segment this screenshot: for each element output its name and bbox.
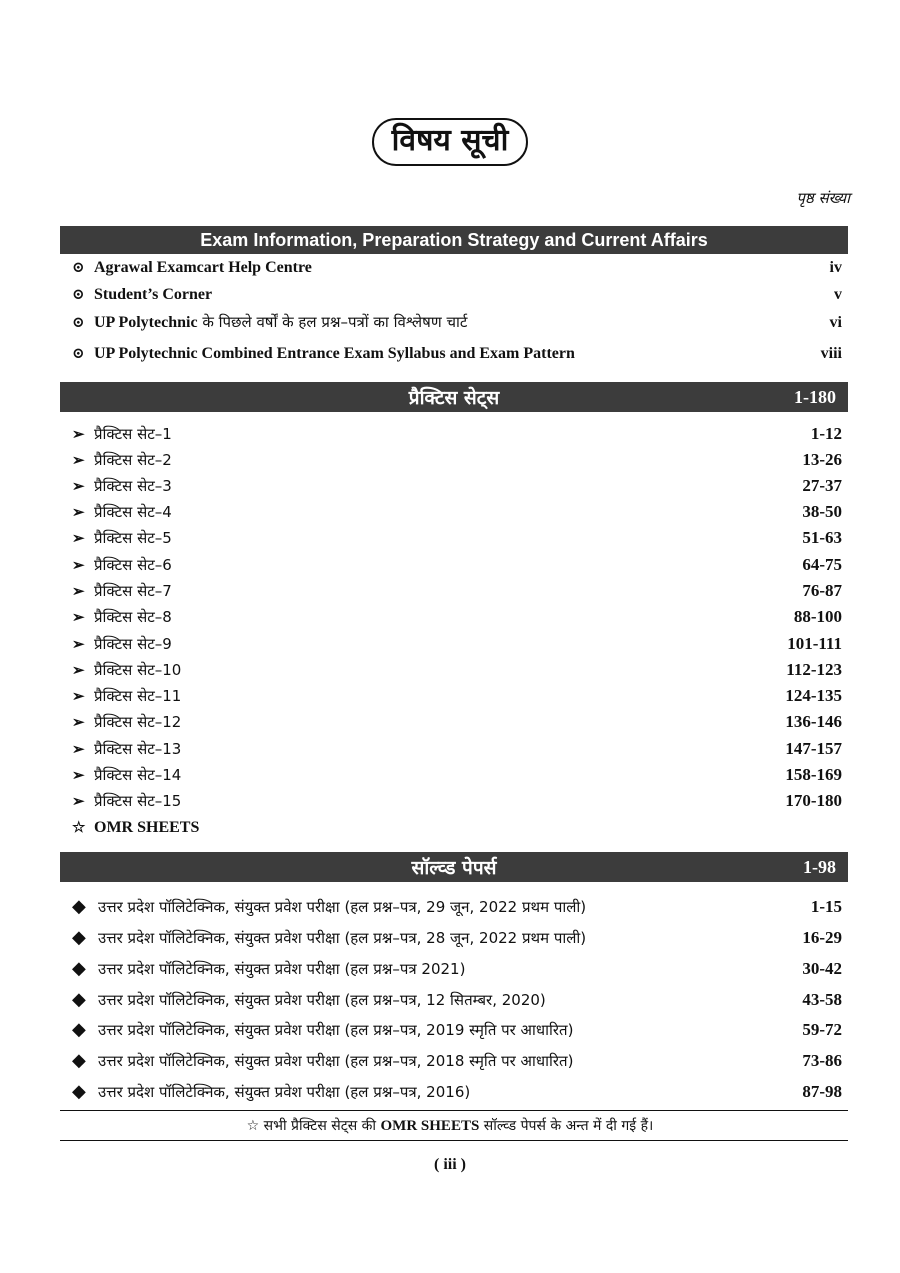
circle-dot-icon: ⊙ (72, 260, 85, 276)
toc-entry[interactable] (72, 660, 842, 680)
entry-label: उत्तर प्रदेश पॉलिटेक्निक, संयुक्त प्रवेश परीक्षा (हल प्रश्न–पत्र, 2018 स्मृति पर आधारित) (98, 1052, 574, 1070)
entry-page: 59-72 (802, 1020, 842, 1039)
section-header-practice-sets (60, 382, 848, 412)
entry-page: 1-12 (810, 424, 842, 443)
toc-entry-omr[interactable] (72, 818, 842, 837)
entry-label (94, 312, 830, 332)
entry-page: 43-58 (802, 990, 842, 1009)
diamond-bullet-icon: ◆ (72, 1019, 86, 1039)
star-icon: ☆ (72, 820, 86, 836)
arrow-bullet-icon: ➢ (72, 505, 85, 521)
diamond-bullet-icon: ◆ (72, 896, 86, 916)
entry-label: प्रैक्टिस सेट–15 (94, 792, 182, 810)
entry-page: 87-98 (802, 1082, 842, 1101)
entry-page: 38-50 (802, 502, 842, 521)
entry-page: 101-111 (787, 634, 842, 653)
entry-label: प्रैक्टिस सेट–8 (94, 608, 172, 626)
star-icon: ☆ (246, 1118, 260, 1134)
toc-entry[interactable] (72, 686, 842, 706)
toc-entry[interactable] (72, 450, 842, 470)
toc-entry[interactable] (72, 1050, 842, 1071)
title-container (0, 118, 900, 166)
page-number-column-label: पृष्ठ संख्या (796, 189, 850, 207)
toc-entry[interactable] (72, 285, 842, 304)
page-title: विषय सूची (372, 118, 529, 166)
entry-label: प्रैक्टिस सेट–12 (94, 713, 182, 731)
entry-label: उत्तर प्रदेश पॉलिटेक्निक, संयुक्त प्रवेश परीक्षा (हल प्रश्न–पत्र, 12 सितम्बर, 2020) (98, 991, 546, 1009)
arrow-bullet-icon: ➢ (72, 663, 85, 679)
diamond-bullet-icon: ◆ (72, 958, 86, 978)
circle-dot-icon: ⊙ (72, 315, 85, 331)
section-title: Exam Information, Preparation Strategy and Current Affairs (200, 229, 708, 250)
toc-entry[interactable] (72, 739, 842, 759)
entry-page: 1-15 (810, 897, 842, 916)
arrow-bullet-icon: ➢ (72, 558, 85, 574)
toc-entry[interactable] (72, 555, 842, 575)
entry-page: 13-26 (802, 450, 842, 469)
entry-page: 88-100 (793, 607, 842, 626)
toc-entry[interactable] (72, 344, 842, 363)
entry-label: प्रैक्टिस सेट–2 (94, 451, 172, 469)
toc-entry[interactable] (72, 476, 842, 496)
entry-page: 158-169 (785, 765, 842, 784)
section-title: सॉल्व्ड पेपर्स (411, 857, 497, 879)
toc-entry[interactable] (72, 927, 842, 948)
entry-page: 170-180 (785, 791, 842, 810)
toc-entry[interactable] (72, 634, 842, 654)
arrow-bullet-icon: ➢ (72, 427, 85, 443)
entry-label: प्रैक्टिस सेट–1 (94, 425, 172, 443)
entry-label: Student’s Corner (94, 286, 213, 303)
entry-page: 64-75 (802, 555, 842, 574)
toc-entry[interactable] (72, 896, 842, 917)
toc-entry[interactable] (72, 958, 842, 979)
entry-page: 136-146 (785, 712, 842, 731)
section-header-exam-info (60, 226, 848, 254)
footnote-text-pre: सभी प्रैक्टिस सेट्स की (259, 1118, 381, 1134)
entry-page: 76-87 (802, 581, 842, 600)
entry-label: प्रैक्टिस सेट–14 (94, 766, 182, 784)
toc-entry[interactable] (72, 528, 842, 548)
arrow-bullet-icon: ➢ (72, 531, 85, 547)
toc-entry[interactable] (72, 607, 842, 627)
diamond-bullet-icon: ◆ (72, 1050, 86, 1070)
entry-label: प्रैक्टिस सेट–6 (94, 556, 172, 574)
arrow-bullet-icon: ➢ (72, 610, 85, 626)
diamond-bullet-icon: ◆ (72, 989, 86, 1009)
entry-label: OMR SHEETS (94, 819, 200, 836)
section-title: प्रैक्टिस सेट्स (408, 387, 500, 409)
entry-label: प्रैक्टिस सेट–3 (94, 477, 172, 495)
entry-page: viii (820, 345, 842, 362)
section-page-range: 1-180 (794, 386, 836, 407)
toc-entry[interactable] (72, 791, 842, 811)
entry-label-en: UP Polytechnic (94, 314, 198, 331)
circle-dot-icon: ⊙ (72, 287, 85, 303)
entry-label: प्रैक्टिस सेट–5 (94, 529, 172, 547)
entry-label: Agrawal Examcart Help Centre (94, 259, 312, 276)
footnote-text-en: OMR SHEETS (380, 1118, 480, 1134)
toc-entry[interactable] (72, 581, 842, 601)
divider (60, 1140, 848, 1141)
entry-page: iv (829, 259, 842, 276)
entry-page: 124-135 (785, 686, 842, 705)
toc-entry[interactable] (72, 502, 842, 522)
entry-label: उत्तर प्रदेश पॉलिटेक्निक, संयुक्त प्रवेश परीक्षा (हल प्रश्न–पत्र, 29 जून, 2022 प्रथम पाली) (98, 898, 587, 916)
toc-entry[interactable] (72, 1081, 842, 1102)
arrow-bullet-icon: ➢ (72, 453, 85, 469)
arrow-bullet-icon: ➢ (72, 479, 85, 495)
entry-label: प्रैक्टिस सेट–10 (94, 661, 182, 679)
divider (60, 1110, 848, 1111)
entry-label: उत्तर प्रदेश पॉलिटेक्निक, संयुक्त प्रवेश परीक्षा (हल प्रश्न–पत्र, 2019 स्मृति पर आधारित) (98, 1021, 574, 1039)
entry-page: 112-123 (786, 660, 842, 679)
entry-page: v (834, 286, 842, 303)
entry-label: उत्तर प्रदेश पॉलिटेक्निक, संयुक्त प्रवेश परीक्षा (हल प्रश्न–पत्र, 2016) (98, 1083, 471, 1101)
entry-page: 27-37 (802, 476, 842, 495)
entry-label: प्रैक्टिस सेट–11 (94, 687, 182, 705)
entry-label-hi: के पिछले वर्षों के हल प्रश्न–पत्रों का विश्लेषण चार्ट (197, 313, 468, 331)
diamond-bullet-icon: ◆ (72, 1081, 86, 1101)
circle-dot-icon: ⊙ (72, 346, 85, 362)
entry-page: 147-157 (785, 739, 842, 758)
diamond-bullet-icon: ◆ (72, 927, 86, 947)
entry-label: उत्तर प्रदेश पॉलिटेक्निक, संयुक्त प्रवेश परीक्षा (हल प्रश्न–पत्र 2021) (98, 960, 466, 978)
toc-entry[interactable] (72, 1019, 842, 1040)
entry-label: प्रैक्टिस सेट–7 (94, 582, 172, 600)
entry-page: 73-86 (802, 1051, 842, 1070)
toc-entry[interactable] (72, 765, 842, 785)
arrow-bullet-icon: ➢ (72, 794, 85, 810)
section-page-range: 1-98 (803, 856, 836, 877)
section-header-solved-papers (60, 852, 848, 882)
entry-label: उत्तर प्रदेश पॉलिटेक्निक, संयुक्त प्रवेश परीक्षा (हल प्रश्न–पत्र, 28 जून, 2022 प्रथम पाली) (98, 929, 587, 947)
entry-page: 30-42 (802, 959, 842, 978)
arrow-bullet-icon: ➢ (72, 715, 85, 731)
arrow-bullet-icon: ➢ (72, 637, 85, 653)
entry-label: प्रैक्टिस सेट–13 (94, 740, 182, 758)
arrow-bullet-icon: ➢ (72, 742, 85, 758)
arrow-bullet-icon: ➢ (72, 768, 85, 784)
entry-page: 51-63 (802, 528, 842, 547)
toc-entry[interactable] (72, 989, 842, 1010)
arrow-bullet-icon: ➢ (72, 689, 85, 705)
entry-label: प्रैक्टिस सेट–4 (94, 503, 172, 521)
toc-entry[interactable] (72, 424, 842, 444)
entry-page: 16-29 (802, 928, 842, 947)
page-number: ( iii ) (434, 1156, 466, 1173)
toc-entry[interactable] (72, 712, 842, 732)
footnote-text-post: सॉल्व्ड पेपर्स के अन्त में दी गई हैं। (479, 1118, 654, 1134)
toc-entry[interactable] (72, 258, 842, 277)
toc-entry[interactable] (72, 312, 842, 332)
entry-label: प्रैक्टिस सेट–9 (94, 635, 172, 653)
entry-label: UP Polytechnic Combined Entrance Exam Syllabus and Exam Pattern (94, 345, 575, 362)
entry-page: vi (829, 314, 842, 331)
footnote (0, 1116, 900, 1135)
arrow-bullet-icon: ➢ (72, 584, 85, 600)
